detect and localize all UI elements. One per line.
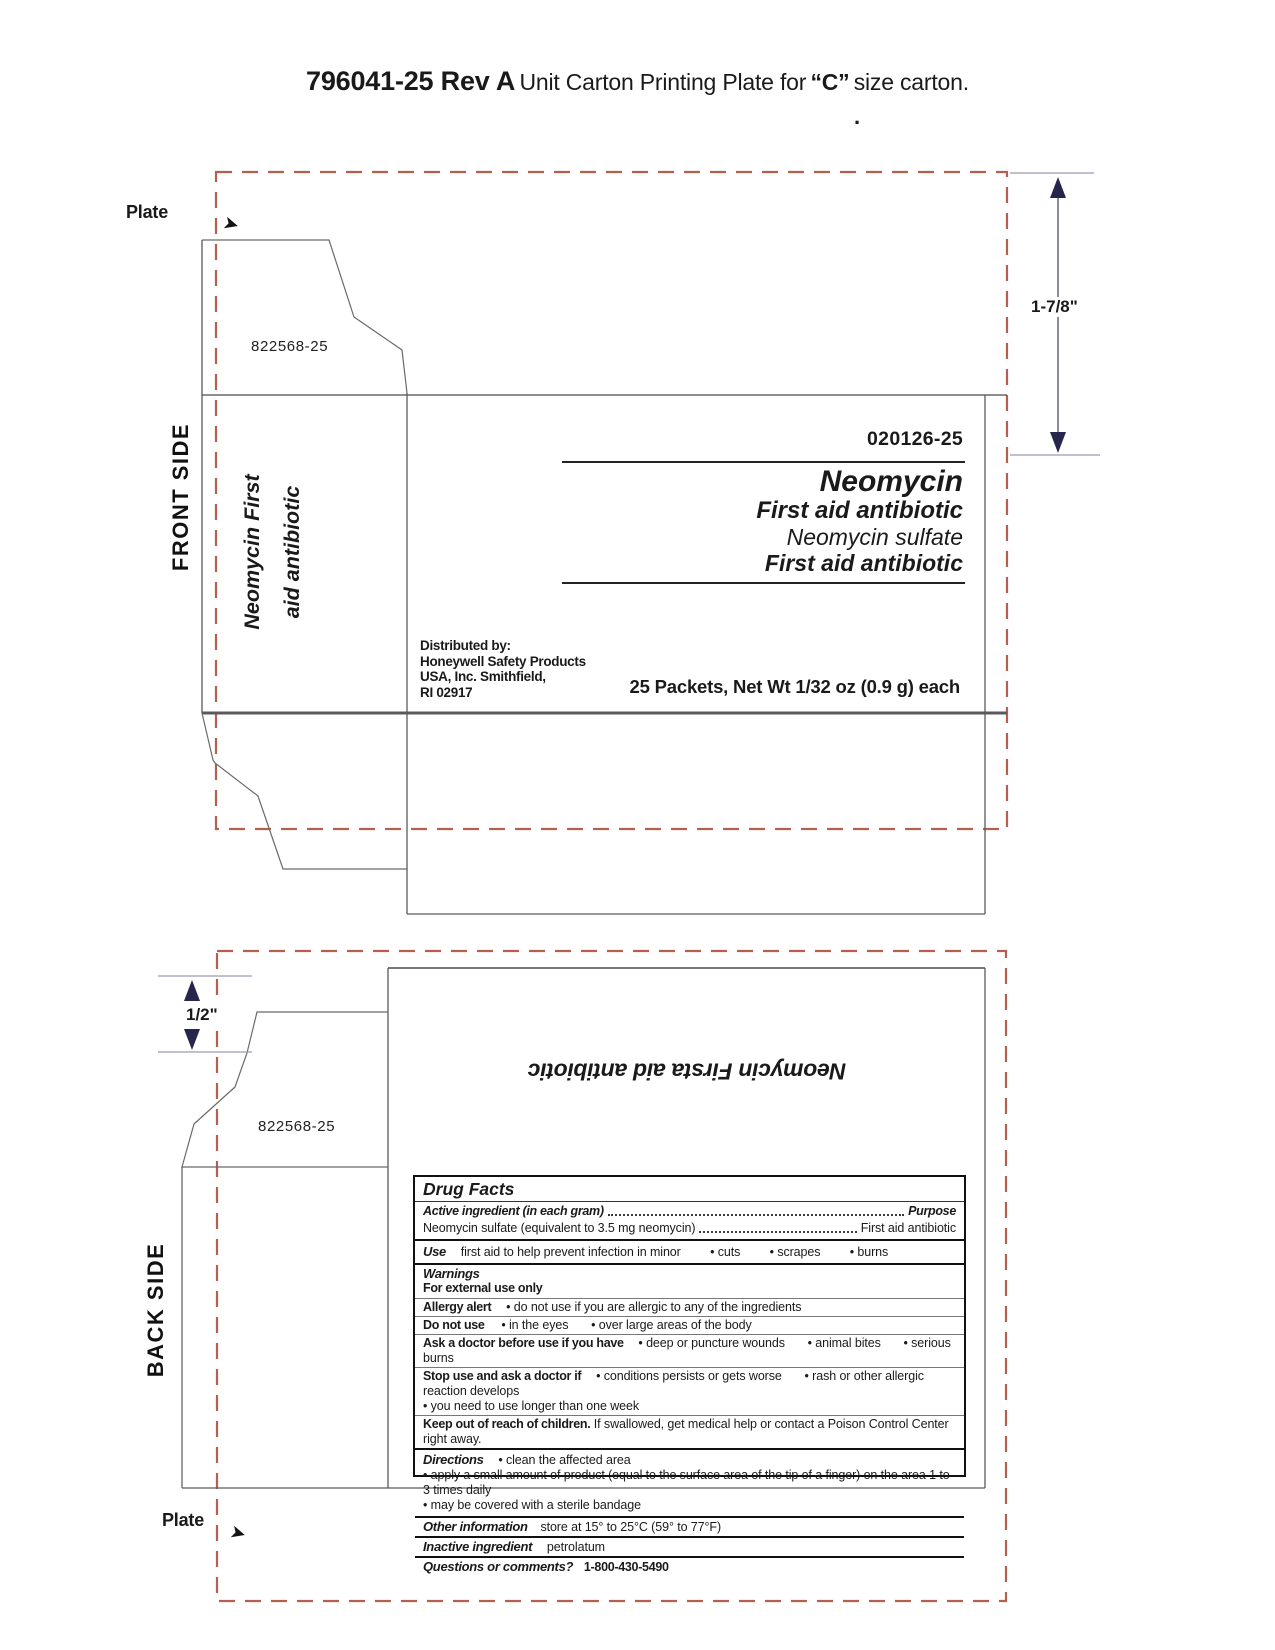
- questions-label: Questions or comments?: [423, 1559, 574, 1574]
- other-information-text: store at 15° to 25°C (59° to 77°F): [540, 1520, 722, 1534]
- distributor-line: USA, Inc. Smithfield,: [420, 669, 546, 684]
- ask-doctor-bullet: • serious burns: [423, 1336, 951, 1365]
- use-row: [415, 1241, 964, 1265]
- front-side-panel-line1: Neomycin First: [240, 474, 264, 630]
- front-top-flap-outline: [202, 240, 407, 393]
- ask-doctor-label: Ask a doctor before use if you have: [423, 1336, 624, 1350]
- inactive-ingredient-text: petrolatum: [546, 1540, 605, 1554]
- front-side-panel-text: [232, 474, 312, 629]
- stop-use-label: Stop use and ask a doctor if: [423, 1369, 582, 1383]
- ingredient-row: [415, 1220, 964, 1241]
- title-tail: size carton.: [853, 69, 969, 95]
- half-dim-arrowhead-down: [184, 1029, 200, 1050]
- use-bullet: • scrapes: [769, 1245, 821, 1259]
- use-bullet: • burns: [849, 1245, 889, 1259]
- drug-facts-panel: [413, 1175, 966, 1574]
- distributor-line: Honeywell Safety Products: [420, 653, 586, 669]
- questions-phone: 1-800-430-5490: [583, 1560, 669, 1574]
- active-ingredient-label: Active ingredient (in each gram): [423, 1204, 604, 1218]
- distributor-line: RI 02917: [420, 684, 473, 700]
- leader-dots: [608, 1214, 904, 1216]
- half-dim-arrowhead-up: [184, 980, 200, 1001]
- directions-label: Directions: [423, 1452, 484, 1467]
- page-title: [0, 66, 1275, 97]
- dim-arrowhead-up: [1050, 177, 1066, 198]
- back-rotated-title: Neomycin Firsta aid antibiotic: [527, 1058, 847, 1085]
- distributor-line: Distributed by:: [420, 638, 511, 653]
- brand-subtitle-1: First aid antibiotic: [756, 497, 963, 524]
- distributor-block: [420, 638, 586, 700]
- ask-doctor-bullet: • deep or puncture wounds: [638, 1336, 785, 1350]
- inactive-ingredient-label: Inactive ingredient: [423, 1539, 533, 1554]
- other-information-label: Other information: [423, 1519, 528, 1534]
- stray-period: .: [854, 104, 861, 129]
- warnings-label: Warnings: [423, 1266, 480, 1281]
- stop-use-row: [415, 1368, 964, 1416]
- ask-doctor-bullet: • animal bites: [807, 1336, 881, 1350]
- dim-arrowhead-down: [1050, 432, 1066, 453]
- plate-part-number: 796041-25 Rev A: [306, 66, 516, 96]
- stop-use-line2: • you need to use longer than one week: [423, 1399, 640, 1413]
- back-plate-label: Plate: [162, 1510, 205, 1530]
- back-side-label: BACK SIDE: [143, 1242, 168, 1378]
- back-flap-part-code: 822568-25: [258, 1118, 336, 1135]
- directions-line2: • apply a small amount of product (equal to the surface area of the tip of a finger) on the area 1 to 3 times daily: [423, 1468, 950, 1497]
- front-bottom-flap-outline: [202, 713, 407, 869]
- do-not-use-bullet: • in the eyes: [501, 1318, 569, 1332]
- directions-row: [415, 1450, 964, 1518]
- brand-subtitle-2: Neomycin sulfate: [786, 524, 963, 550]
- front-plate-arrow-icon: ➤: [220, 212, 242, 237]
- allergy-alert-label: Allergy alert: [423, 1300, 492, 1314]
- front-panel-code: 020126-25: [867, 428, 963, 450]
- back-plate-arrow-icon: ➤: [227, 1521, 249, 1546]
- drug-facts-title: Drug Facts: [415, 1177, 964, 1202]
- brand-subtitle-3: First aid antibiotic: [764, 550, 963, 576]
- front-side-panel-line2: aid antibiotic: [280, 485, 304, 619]
- net-weight-statement: 25 Packets, Net Wt 1/32 oz (0.9 g) each: [629, 676, 960, 697]
- stop-use-bullet: • rash or other allergic reaction develops: [423, 1369, 924, 1398]
- directions-text: • clean the affected area: [498, 1453, 631, 1467]
- directions-line3: • may be covered with a sterile bandage: [423, 1498, 641, 1512]
- use-bullet: • cuts: [710, 1245, 741, 1259]
- title-text: Unit Carton Printing Plate for: [519, 69, 807, 95]
- questions-row: [415, 1558, 964, 1576]
- stop-use-bullet: • conditions persists or gets worse: [596, 1369, 782, 1383]
- front-panel-rule-top: [562, 461, 965, 463]
- back-dimension-label: 1/2": [183, 1005, 221, 1025]
- carton-size-code: “C”: [810, 69, 850, 95]
- inactive-ingredient-row: [415, 1538, 964, 1558]
- keep-out-text: If swallowed, get medical help or contact a Poison Control Center right away.: [423, 1417, 949, 1446]
- allergy-alert-row: [415, 1299, 964, 1317]
- use-text: first aid to help prevent infection in minor: [460, 1245, 681, 1259]
- do-not-use-bullet: • over large areas of the body: [591, 1318, 752, 1332]
- front-plate-label: Plate: [126, 202, 169, 222]
- ask-doctor-row: [415, 1335, 964, 1368]
- other-information-row: [415, 1518, 964, 1538]
- front-main-panel: [407, 395, 985, 713]
- do-not-use-label: Do not use: [423, 1318, 485, 1332]
- keep-out-label: Keep out of reach of children.: [423, 1417, 591, 1431]
- front-flap-part-code: 822568-25: [251, 338, 329, 355]
- use-label: Use: [423, 1244, 446, 1259]
- allergy-alert-text: • do not use if you are allergic to any of the ingredients: [506, 1300, 802, 1314]
- active-ingredient-row: [415, 1202, 964, 1220]
- leader-dots: [699, 1231, 856, 1233]
- back-flap-outline: [182, 1012, 388, 1167]
- do-not-use-row: [415, 1317, 964, 1335]
- front-panel-rule-bottom: [562, 582, 965, 584]
- brand-name: Neomycin: [819, 465, 963, 498]
- front-side-label: FRONT SIDE: [168, 422, 193, 572]
- ingredient-purpose: First aid antibiotic: [860, 1221, 956, 1235]
- warnings-row: [415, 1265, 964, 1299]
- external-use-text: For external use only: [423, 1281, 543, 1295]
- ingredient-name: Neomycin sulfate (equivalent to 3.5 mg neomycin): [423, 1221, 696, 1235]
- purpose-label: Purpose: [908, 1204, 956, 1218]
- keep-out-row: [415, 1416, 964, 1450]
- front-dimension-label: 1-7/8": [1028, 297, 1081, 317]
